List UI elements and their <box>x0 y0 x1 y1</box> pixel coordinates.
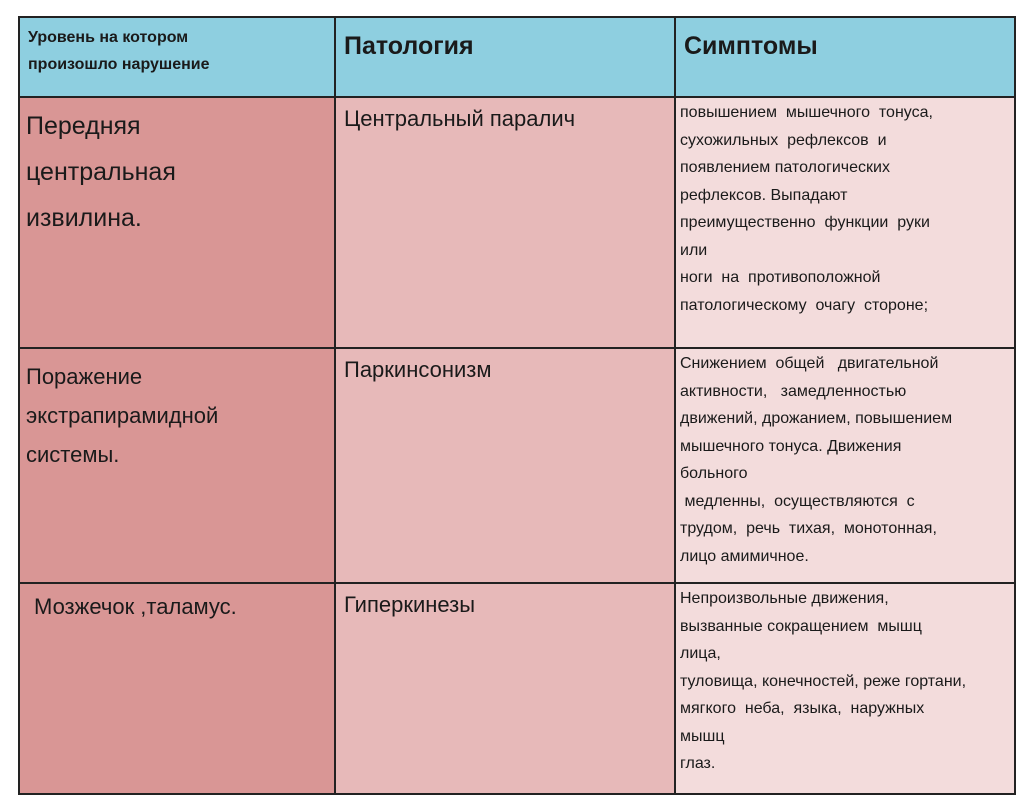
header-symptoms: Симптомы <box>675 17 1015 97</box>
header-level <box>19 17 335 97</box>
symptom-line: туловища, конечностей, реже гортани, <box>680 672 967 690</box>
symptom-line: трудом, речь тихая, монотонная, <box>680 520 937 537</box>
symptom-line: мышц <box>680 727 725 745</box>
symptom-line: появлением патологических <box>680 159 890 176</box>
table-row <box>19 348 1015 583</box>
symptom-line: или <box>680 241 708 259</box>
level-line: извилина. <box>26 204 142 232</box>
symptom-line: больного <box>680 465 748 482</box>
level-line: системы. <box>26 442 120 467</box>
header-level-line: произошло нарушение <box>28 56 210 73</box>
pathology-cell: Центральный паралич <box>335 97 675 348</box>
pathology-cell: Гиперкинезы <box>335 583 675 794</box>
level-line: Мозжечок ,таламус. <box>34 594 237 619</box>
table-row <box>19 583 1015 794</box>
symptom-line: рефлексов. Выпадают <box>680 186 848 204</box>
symptom-line: движений, дрожанием, повышением <box>680 410 953 427</box>
symptom-line: медленны, осуществляются с <box>680 492 915 510</box>
symptom-line: активности, замедленностью <box>680 382 907 400</box>
table-header-row <box>19 17 1015 97</box>
symptom-line: лица, <box>680 645 721 662</box>
symptoms-cell <box>675 348 1015 583</box>
symptom-line: ноги на противоположной <box>680 269 881 286</box>
level-line: Передняя <box>26 112 141 140</box>
symptom-line: мышечного тонуса. Движения <box>680 437 902 455</box>
table-row <box>19 97 1015 348</box>
symptom-line: вызванные сокращением мышц <box>680 617 922 635</box>
symptom-line: повышением мышечного тонуса, <box>680 104 933 121</box>
symptom-line: глаз. <box>680 755 716 772</box>
symptom-line: лицо амимичное. <box>680 547 809 565</box>
header-pathology: Патология <box>335 17 675 97</box>
level-line: экстрапирамидной <box>26 403 219 428</box>
pathology-cell: Паркинсонизм <box>335 348 675 583</box>
pathology-table <box>18 16 1016 795</box>
symptom-line: мягкого неба, языка, наружных <box>680 700 925 717</box>
symptom-line: преимущественно функции руки <box>680 214 930 231</box>
level-cell <box>19 583 335 794</box>
symptoms-cell <box>675 97 1015 348</box>
header-level-line: Уровень на котором <box>28 29 189 46</box>
symptom-line: патологическому очагу стороне; <box>680 296 929 314</box>
level-cell <box>19 348 335 583</box>
symptom-line: сухожильных рефлексов и <box>680 131 887 149</box>
level-line: центральная <box>26 158 176 186</box>
level-line: Поражение <box>26 364 143 389</box>
symptom-line: Непроизвольные движения, <box>680 590 889 607</box>
symptoms-cell <box>675 583 1015 794</box>
level-cell <box>19 97 335 348</box>
symptom-line: Снижением общей двигательной <box>680 355 939 372</box>
